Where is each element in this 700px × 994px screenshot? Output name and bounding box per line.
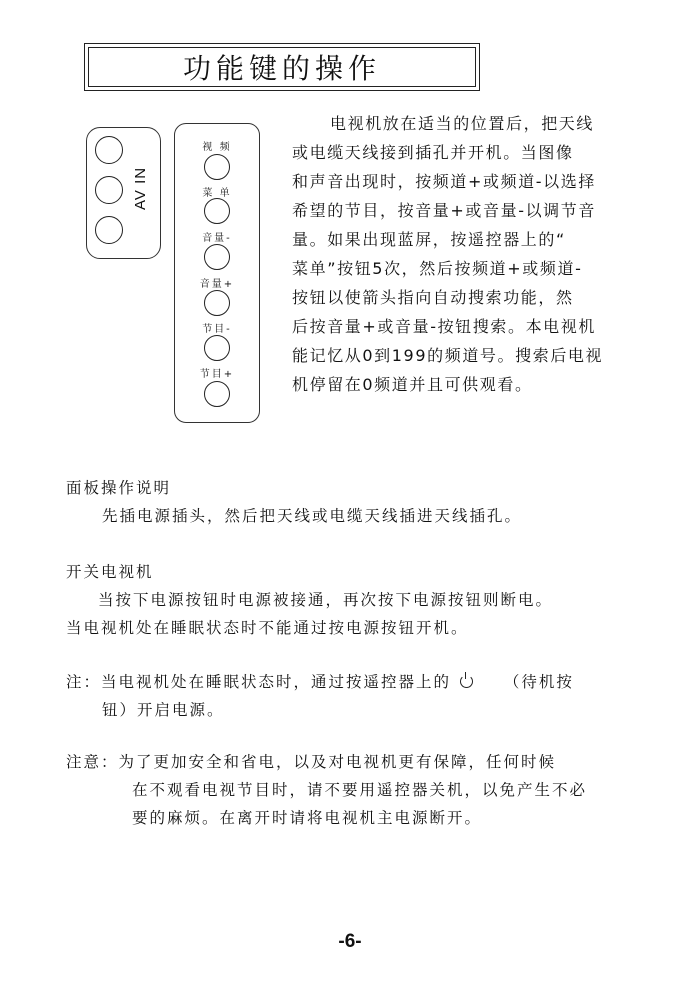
- rca-jack-icon: [95, 176, 123, 204]
- caution-line-2: 在不观看电视节目时，请不要用遥控器关机，以免产生不必: [132, 781, 588, 799]
- title-frame: [84, 43, 480, 91]
- panel-operation-section: [66, 474, 666, 530]
- section-text: 当按下电源按钮时电源被接通，再次按下电源按钮则断电。: [98, 591, 554, 609]
- section-heading: 开关电视机: [66, 563, 154, 581]
- video-button-icon: [204, 154, 230, 180]
- note-line-2: 钮）开启电源。: [102, 701, 225, 719]
- description-line: 机停留在0频道并且可供观看。: [292, 375, 533, 394]
- caution-prefix: 注意：: [66, 753, 119, 771]
- section-heading: 面板操作说明: [66, 479, 172, 497]
- menu-button-icon: [204, 198, 230, 224]
- button-label-menu: 菜 单: [202, 188, 232, 199]
- volume-down-button-icon: [204, 244, 230, 270]
- page-title: 功能键的操作: [88, 47, 476, 87]
- note-line: [66, 668, 666, 696]
- caution-line: [66, 748, 666, 776]
- description-line: 量。如果出现蓝屏，按遥控器上的“: [292, 230, 566, 249]
- section-text: 先插电源插头，然后把天线或电缆天线插进天线插孔。: [102, 507, 523, 525]
- power-icon: [460, 675, 473, 688]
- button-label-volume-down: 音量-: [202, 233, 232, 244]
- power-section: [66, 558, 666, 642]
- button-label-video: 视 频: [202, 142, 232, 153]
- button-label-channel-up: 节目+: [199, 369, 235, 380]
- description-line: 后按音量+或音量-按钮搜索。本电视机: [292, 317, 596, 336]
- note-section: [66, 668, 666, 724]
- description-paragraph: [292, 109, 642, 399]
- note-text: 当电视机处在睡眠状态时，通过按遥控器上的: [101, 673, 452, 691]
- channel-up-button-icon: [204, 381, 230, 407]
- caution-section: [66, 748, 666, 832]
- description-line: 或电缆天线接到插孔并开机。当图像: [292, 143, 574, 162]
- description-line: 希望的节目，按音量+或音量-以调节音: [292, 201, 596, 220]
- description-line: 电视机放在适当的位置后，把天线: [330, 114, 595, 133]
- description-line: 能记忆从0到199的频道号。搜索后电视: [292, 346, 604, 365]
- av-in-label: AV IN: [132, 166, 149, 210]
- caution-text: 为了更加安全和省电，以及对电视机更有保障，任何时候: [118, 753, 557, 771]
- button-label-channel-down: 节目-: [202, 324, 232, 335]
- volume-up-button-icon: [204, 290, 230, 316]
- page-number: -6-: [338, 931, 362, 952]
- note-text-after: （待机按: [503, 673, 574, 691]
- description-line: 和声音出现时，按频道+或频道-以选择: [292, 172, 596, 191]
- rca-jack-icon: [95, 136, 123, 164]
- description-line: 按钮以使箭头指向自动搜索功能，然: [292, 288, 574, 307]
- note-prefix: 注：: [66, 673, 102, 691]
- button-label-volume-up: 音量+: [199, 279, 235, 290]
- description-line: 菜单”按钮5次，然后按频道+或频道-: [292, 259, 583, 278]
- section-text: 当电视机处在睡眠状态时不能通过按电源按钮开机。: [66, 619, 469, 637]
- rca-jack-icon: [95, 216, 123, 244]
- caution-line-3: 要的麻烦。在离开时请将电视机主电源断开。: [132, 809, 483, 827]
- channel-down-button-icon: [204, 335, 230, 361]
